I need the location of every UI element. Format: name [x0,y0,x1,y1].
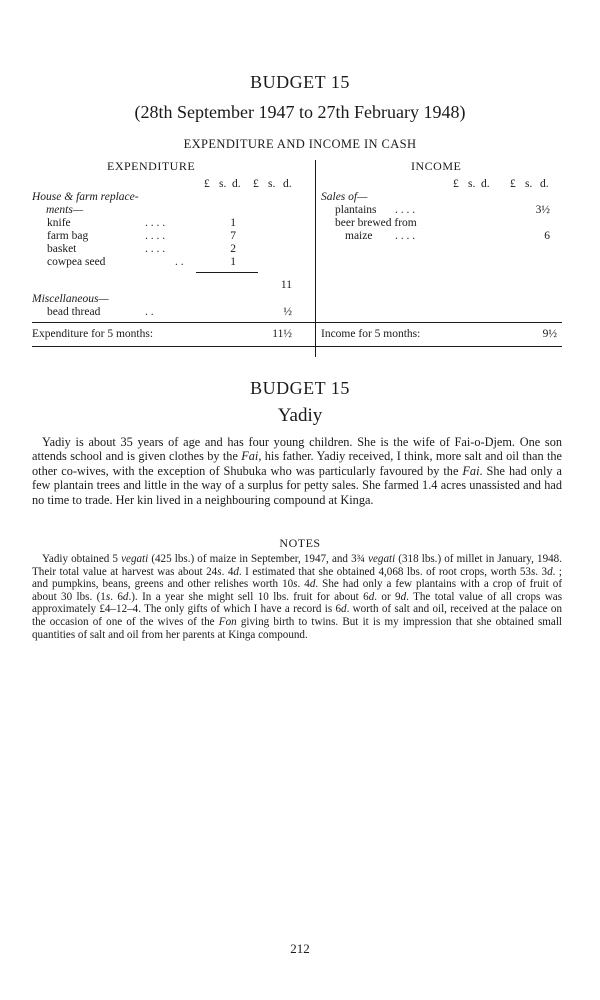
inc-col-shilling-1: s. [468,178,476,190]
inc-item-pence: 3½ [535,204,550,216]
inc-item-label: beer brewed from [335,217,417,229]
exp-item-dots: . . . . [145,243,166,255]
subtotal-rule [196,272,258,273]
exp-item-label: knife [47,217,71,229]
exp-item-dots: . . . . [145,230,166,242]
exp-misc-dots: . . [145,306,154,318]
exp-item-pence: 1 [230,217,236,229]
exp-col-pence-2: d. [283,178,292,190]
exp-col-shilling-2: s. [268,178,276,190]
exp-col-pence-1: d. [232,178,241,190]
expenditure-total-value: 11½ [272,328,292,340]
profile-paragraph: Yadiy is about 35 years of age and has four young children. She is the wife of Fai-o-Djem. One son attends school and is given clothes by the Fai, his father. Yadiy received, I think, more salt and oil than the other co-wives, with the exception of Shubuka who was particularly favoured by the Fai. She had only a few plantain trees and little in the way of a surplus for petty sales. She farmed 1.4 acres unassisted and had no time to trade. Her kin lived in a neighbouring compound at Kinga. [32,435,562,507]
income-heading: INCOME [411,159,462,173]
page-number: 212 [290,941,310,956]
person-name: Yadiy [277,405,323,426]
exp-item-dots: . . . . [145,217,166,229]
income-total-value: 9½ [542,328,557,340]
exp-misc-item: bead thread [47,306,101,318]
exp-misc-heading: Miscellaneous— [32,293,109,305]
inc-item-label: maize [345,230,373,242]
income-total-label: Income for 5 months: [321,328,421,340]
exp-group-heading: House & farm replace- [32,191,139,203]
exp-item-pence: 2 [230,243,236,255]
inc-item-dots: . . . . [395,230,416,242]
exp-item-dots: . . [175,256,184,268]
inc-col-pound-2: £ [510,178,516,190]
exp-col-shilling-1: s. [219,178,227,190]
inc-group-heading: Sales of— [321,191,368,203]
notes-paragraph: Yadiy obtained 5 vegati (425 lbs.) of maize in September, 1947, and 3¾ vegati (318 lbs.) of millet in January, 1948. Their total value at harvest was about 24s. 4d. I estimated that she obtained 4,068 lbs. of root crops, worth 53s. 3d. ; and pumpkins, beans, greens and other relishes worth 10s. 4d. She had only a few plantains with a crop of fruit of about 30 lbs. (1s. 6d.). In a year she might sell 10 lbs. fruit for about 6d. or 9d. The total value of all crops was approximately £4–12–4. The only gifts of which I have a record is 6d. worth of salt and oil, received at the palace on the occasion of one of the wives of the Fon giving birth to twins. But it is my impression that she obtained small quantities of salt and oil from her parents at Kinga compound. [32,553,563,641]
exp-item-pence: 1 [230,256,236,268]
notes-heading: NOTES [279,536,321,550]
budget-period: (28th September 1947 to 27th February 1948) [134,102,466,122]
inc-col-pence-1: d. [481,178,490,190]
inc-col-shilling-2: s. [525,178,533,190]
expenditure-total-label: Expenditure for 5 months: [32,328,154,340]
exp-col-pound-2: £ [253,178,259,190]
section-heading: EXPENDITURE AND INCOME IN CASH [183,137,417,151]
exp-item-pence: 7 [230,230,236,242]
inc-col-pound-1: £ [453,178,459,190]
exp-item-label: farm bag [47,230,89,242]
total-top-rule [32,322,562,323]
expenditure-heading: EXPENDITURE [107,159,196,173]
exp-subtotal: 11 [280,279,292,291]
table-divider [315,160,316,357]
exp-misc-pence: ½ [283,306,292,318]
table-bottom-rule [32,346,562,347]
exp-item-label: cowpea seed [47,256,106,268]
section-title: BUDGET 15 [250,378,350,398]
inc-item-label: plantains [335,204,377,216]
exp-col-pound-1: £ [204,178,210,190]
exp-group-heading-cont: ments— [46,204,84,216]
exp-item-label: basket [47,243,77,255]
budget-title: BUDGET 15 [250,72,350,92]
inc-item-dots: . . . . [395,204,416,216]
inc-col-pence-2: d. [540,178,549,190]
inc-item-pence: 6 [544,230,550,242]
